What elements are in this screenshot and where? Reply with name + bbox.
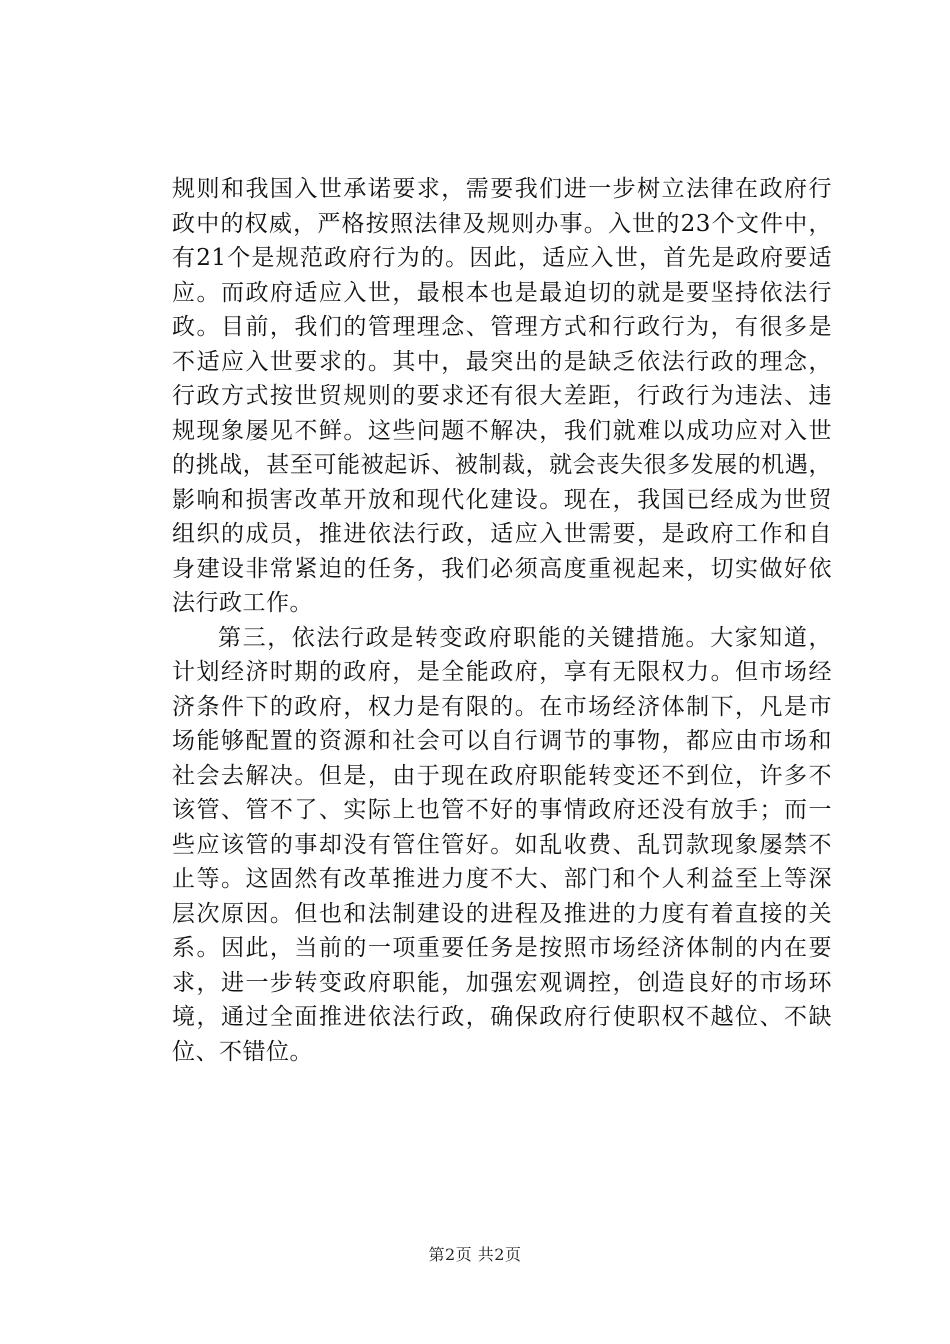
text-line: 场能够配置的资源和社会可以自行调节的事物，都应由市场和 — [172, 728, 832, 754]
text-line: 求，进一步转变政府职能，加强宏观调控，创造良好的市场环 — [172, 969, 832, 996]
text-line: 止等。这固然有改革推进力度不大、部门和个人利益至上等深 — [172, 866, 832, 892]
text-line: 规现象屡见不鲜。这些问题不解决，我们就难以成功应对入世 — [172, 417, 832, 444]
text-line: 境，通过全面推进依法行政，确保政府行使职权不越位、不缺 — [172, 1004, 832, 1030]
text-line: 计划经济时期的政府，是全能政府，享有无限权力。但市场经 — [172, 659, 832, 685]
text-line: 第三，依法行政是转变政府职能的关键措施。大家知道， — [218, 624, 832, 651]
text-line: 政中的权威，严格按照法律及规则办事。入世的23个文件中， — [172, 210, 832, 237]
paragraph — [172, 621, 832, 1070]
page-footer: 第2页 共2页 — [428, 1245, 522, 1264]
text-line: 规则和我国入世承诺要求，需要我们进一步树立法律在政府行 — [172, 176, 832, 202]
text-line: 影响和损害改革开放和现代化建设。现在，我国已经成为世贸 — [172, 486, 832, 513]
text-line: 政。目前，我们的管理理念、管理方式和行政行为，有很多是 — [172, 314, 832, 340]
text-line: 济条件下的政府，权力是有限的。在市场经济体制下，凡是市 — [172, 693, 832, 720]
text-line: 有21个是规范政府行为的。因此，适应入世，首先是政府要适 — [172, 245, 832, 271]
text-line: 的挑战，甚至可能被起诉、被制裁，就会丧失很多发展的机遇， — [172, 452, 832, 478]
text-line: 应。而政府适应入世，最根本也是最迫切的就是要坚持依法行 — [172, 279, 832, 306]
text-line: 不适应入世要求的。其中，最突出的是缺乏依法行政的理念， — [172, 348, 832, 375]
text-line: 位、不错位。 — [172, 1038, 313, 1065]
text-line: 社会去解决。但是，由于现在政府职能转变还不到位，许多不 — [172, 762, 832, 789]
text-line: 层次原因。但也和法制建设的进程及推进的力度有着直接的关 — [172, 900, 832, 927]
text-line: 行政方式按世贸规则的要求还有很大差距，行政行为违法、违 — [172, 383, 832, 409]
text-line: 组织的成员，推进依法行政，适应入世需要，是政府工作和自 — [172, 521, 832, 547]
document-body — [172, 172, 832, 1069]
text-line: 系。因此，当前的一项重要任务是按照市场经济体制的内在要 — [172, 935, 832, 961]
text-line: 些应该管的事却没有管住管好。如乱收费、乱罚款现象屡禁不 — [172, 831, 832, 858]
paragraph — [172, 172, 832, 621]
text-line: 法行政工作。 — [172, 590, 313, 616]
text-line: 该管、管不了、实际上也管不好的事情政府还没有放手；而一 — [172, 797, 832, 823]
text-line: 身建设非常紧迫的任务，我们必须高度重视起来，切实做好依 — [172, 555, 832, 582]
